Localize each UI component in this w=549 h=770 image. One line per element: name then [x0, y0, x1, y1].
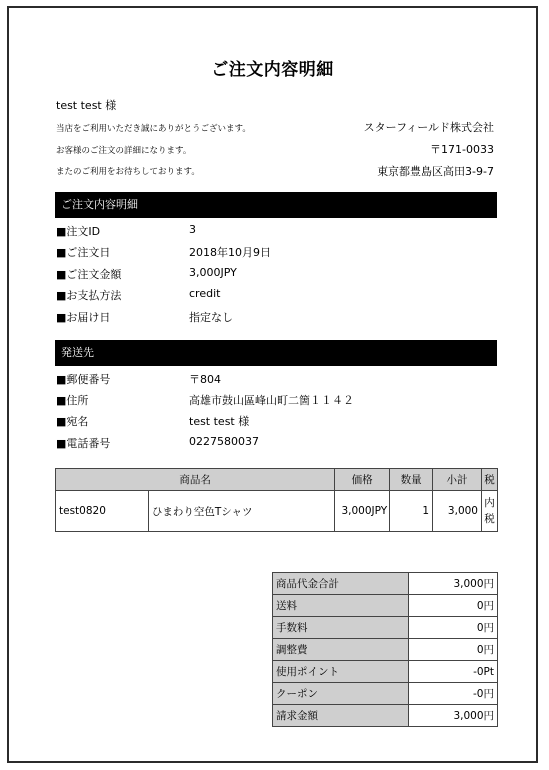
item-tax: 内税: [481, 491, 497, 532]
totals-table: [272, 572, 498, 727]
totals-row: [273, 595, 498, 617]
shipping-fee-label: 送料: [273, 595, 409, 617]
delivery-date-value: 指定なし: [189, 311, 233, 324]
phone-value: 0227580037: [189, 435, 259, 448]
shop-name: スターフィールド株式会社: [363, 121, 494, 134]
customer-name: test test 様: [56, 99, 117, 112]
order-amount-label: ■ご注文金額: [56, 268, 122, 281]
coupon-value: -0円: [409, 683, 498, 705]
shop-postal: 〒171-0033: [430, 143, 494, 156]
invoice-total-value: 3,000円: [409, 705, 498, 727]
totals-row: [273, 639, 498, 661]
item-price: 3,000JPY: [335, 491, 390, 532]
shipping-section-heading: 発送先: [55, 340, 497, 366]
thanks-message: 当店をご利用いただき誠にありがとうございます。: [56, 124, 251, 134]
points-used-label: 使用ポイント: [273, 661, 409, 683]
coupon-label: クーポン: [273, 683, 409, 705]
recipient-label: ■宛名: [56, 415, 89, 428]
invoice-page: [7, 6, 538, 763]
return-message: またのご利用をお待ちしております。: [56, 167, 200, 177]
item-subtotal: 3,000: [433, 491, 482, 532]
address-label: ■住所: [56, 394, 89, 407]
details-message: お客様のご注文の詳細になります。: [56, 146, 192, 156]
phone-label: ■電話番号: [56, 437, 111, 450]
header-price: 価格: [335, 469, 390, 491]
payment-method-value: credit: [189, 287, 221, 300]
adjustment-label: 調整費: [273, 639, 409, 661]
shipping-fee-value: 0円: [409, 595, 498, 617]
totals-row: [273, 661, 498, 683]
header-product: 商品名: [56, 469, 335, 491]
invoice-total-label: 請求金額: [273, 705, 409, 727]
delivery-date-label: ■お届け日: [56, 311, 111, 324]
item-name: ひまわり空色Tシャツ: [148, 491, 334, 532]
order-id-value: 3: [189, 223, 196, 236]
postal-code-value: 〒804: [189, 373, 221, 386]
totals-row: [273, 617, 498, 639]
header-subtotal: 小計: [433, 469, 482, 491]
totals-row: [273, 683, 498, 705]
product-total-value: 3,000円: [409, 573, 498, 595]
order-section-heading: ご注文内容明細: [55, 192, 497, 218]
product-total-label: 商品代金合計: [273, 573, 409, 595]
page-title: ご注文内容明細: [211, 60, 334, 80]
order-id-label: ■注文ID: [56, 225, 101, 238]
handling-fee-value: 0円: [409, 617, 498, 639]
order-date-value: 2018年10月9日: [189, 246, 271, 259]
totals-row: [273, 705, 498, 727]
order-amount-value: 3,000JPY: [189, 266, 237, 279]
address-value: 高雄市鼓山區峰山町二箇１１４２: [189, 394, 354, 407]
header-qty: 数量: [390, 469, 433, 491]
items-table: [55, 468, 498, 532]
order-date-label: ■ご注文日: [56, 246, 111, 259]
handling-fee-label: 手数料: [273, 617, 409, 639]
shop-address: 東京都豊島区高田3-9-7: [377, 165, 494, 178]
adjustment-value: 0円: [409, 639, 498, 661]
totals-row: [273, 573, 498, 595]
items-header-row: [56, 469, 498, 491]
header-tax: 税: [481, 469, 497, 491]
table-row: [56, 491, 498, 532]
postal-code-label: ■郵便番号: [56, 373, 111, 386]
points-used-value: -0Pt: [409, 661, 498, 683]
payment-method-label: ■お支払方法: [56, 289, 122, 302]
item-code: test0820: [56, 491, 149, 532]
item-qty: 1: [390, 491, 433, 532]
recipient-value: test test 様: [189, 415, 250, 428]
